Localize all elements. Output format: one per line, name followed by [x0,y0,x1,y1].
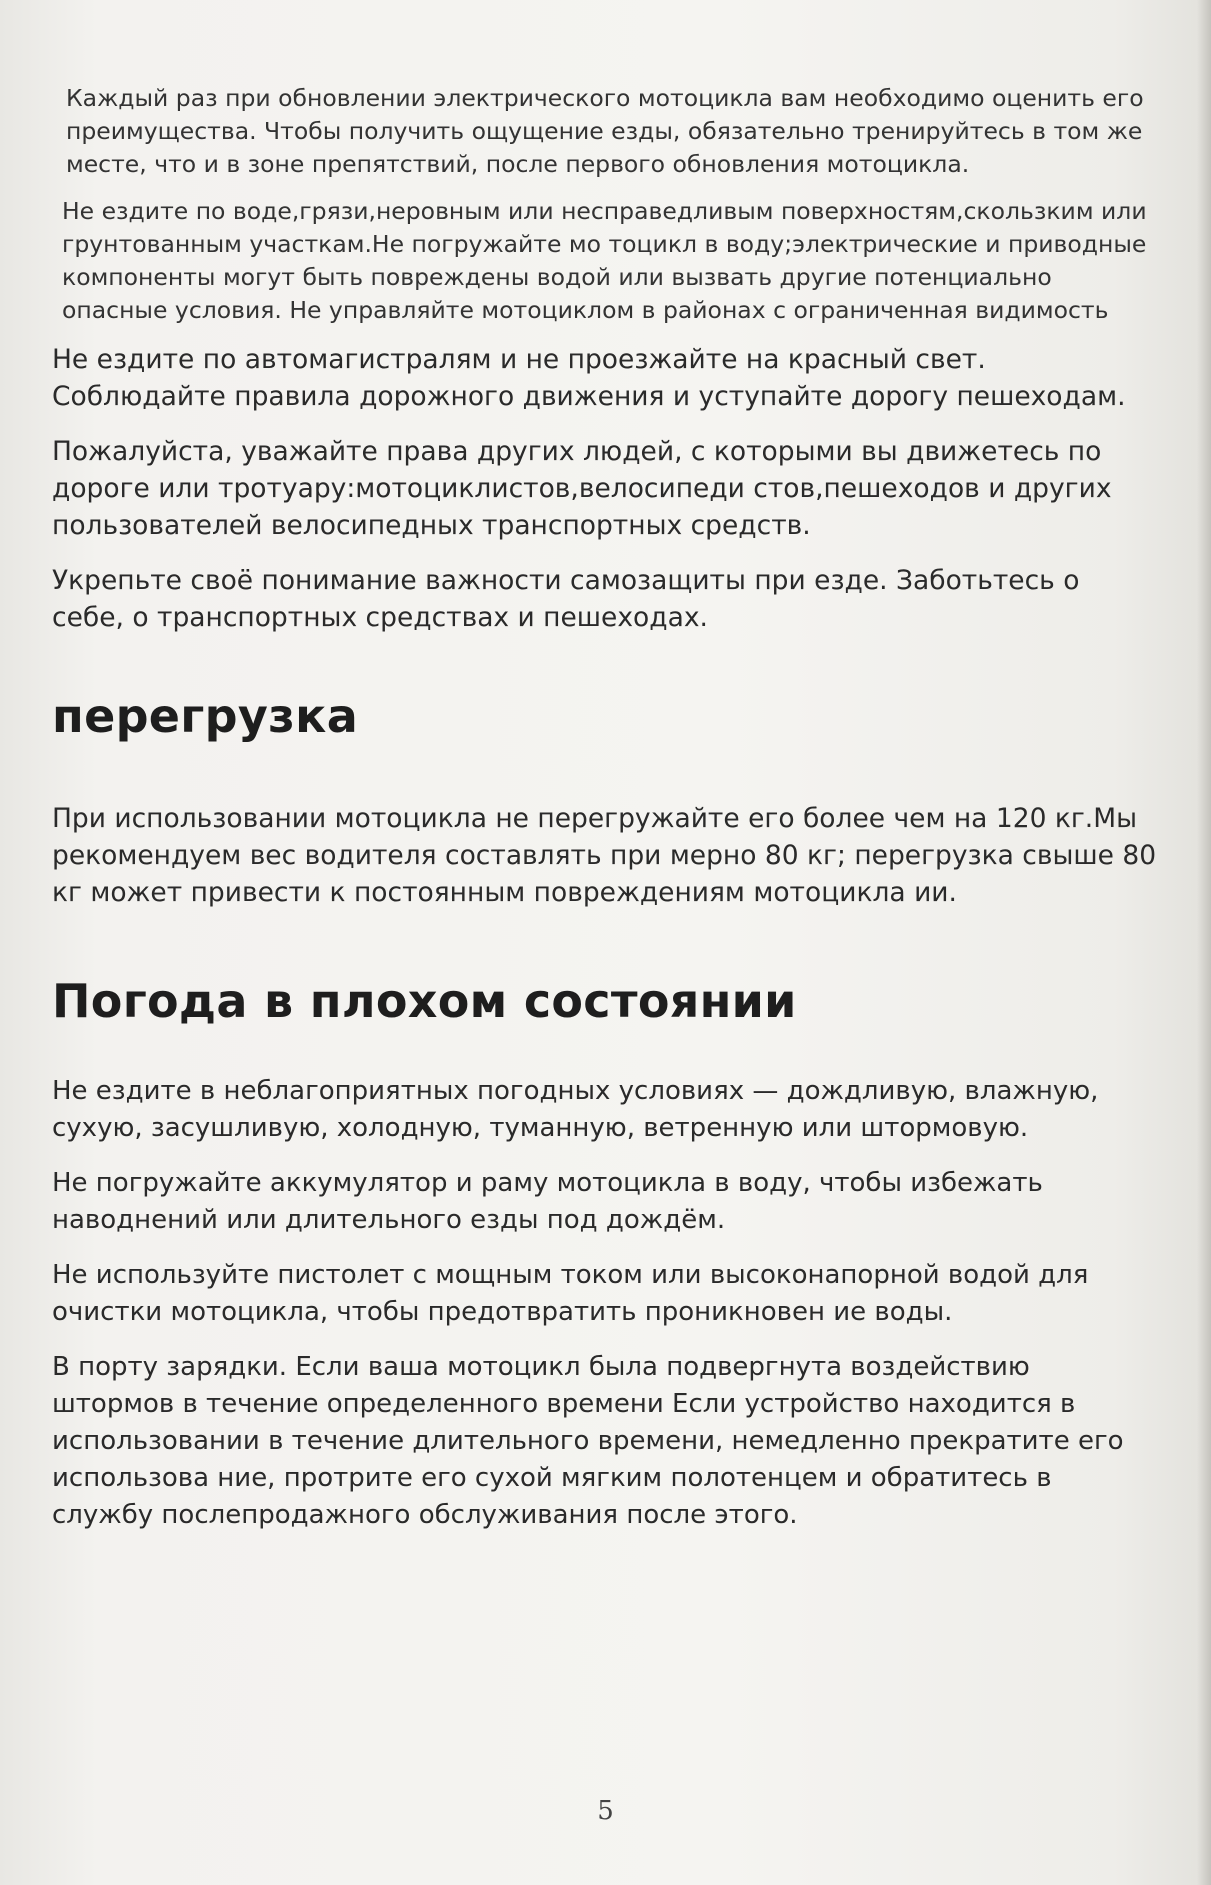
intro-paragraph-3: Не ездите по автомагистралям и не проезжайте на красный свет. Соблюдайте правила дорожного движения и уступайте дорогу пешеходам. [52,344,1126,412]
intro-paragraph-4: Пожалуйста, уважайте права других людей, с которыми вы движетесь по дороге или тротуару:мотоциклистов,велосипеди стов,пешеходов и других пользователей велосипедных транспортных средств. [52,436,1112,541]
weather-heading: Погода в плохом состоянии [52,974,797,1028]
weather-paragraph-2: Не погружайте аккумулятор и раму мотоцикла в воду, чтобы избежать наводнений или длительного езды под дождём. [52,1168,1043,1235]
overload-section [52,688,1159,911]
page-number: 5 [597,1796,614,1826]
intro-paragraph-1: Каждый раз при обновлении электрического мотоцикла вам необходимо оценить его преимущества. Чтобы получить ощущение езды, обязательно тренируйтесь в том же месте, что и в зоне препятствий, после первого обновления мотоцикла. [66,84,1144,178]
intro-section [52,82,1159,636]
intro-paragraph-2: Не ездите по воде,грязи,неровным или несправедливым поверхностям,скользким или грунтованным участкам.Не погружайте мо тоцикл в воду;электрические и приводные компоненты могут быть повреждены водой или вызвать другие потенциально опасные условия. Не управляйте мотоциклом в районах с ограниченная видимость [62,197,1147,324]
weather-paragraph-4: В порту зарядки. Если ваша мотоцикл была подвергнута воздействию штормов в течение определенного времени Если устройство находится в использовании в течение длительного времени, немедленно прекратите его использова ние, протрите его сухой мягким полотенцем и обратитесь в службу послепродажного обслуживания после этого. [52,1352,1124,1530]
overload-heading: перегрузка [52,689,359,743]
intro-paragraph-5: Укрепьте своё понимание важности самозащиты при езде. Заботьтесь о себе, о транспортных средствах и пешеходах. [52,565,1080,633]
weather-section [52,973,1159,1534]
overload-paragraph-1: При использовании мотоцикла не перегружайте его более чем на 120 кг.Мы рекомендуем вес водителя составлять при мерно 80 кг; перегрузка свыше 80 кг может привести к постоянным повреждениям мотоцикла ии. [52,803,1157,908]
weather-paragraph-3: Не используйте пистолет с мощным током или высоконапорной водой для очистки мотоцикла, чтобы предотвратить проникновен ие воды. [52,1260,1089,1327]
weather-paragraph-1: Не ездите в неблагоприятных погодных условиях — дождливую, влажную, сухую, засушливую, холодную, туманную, ветренную или штормовую. [52,1076,1099,1143]
